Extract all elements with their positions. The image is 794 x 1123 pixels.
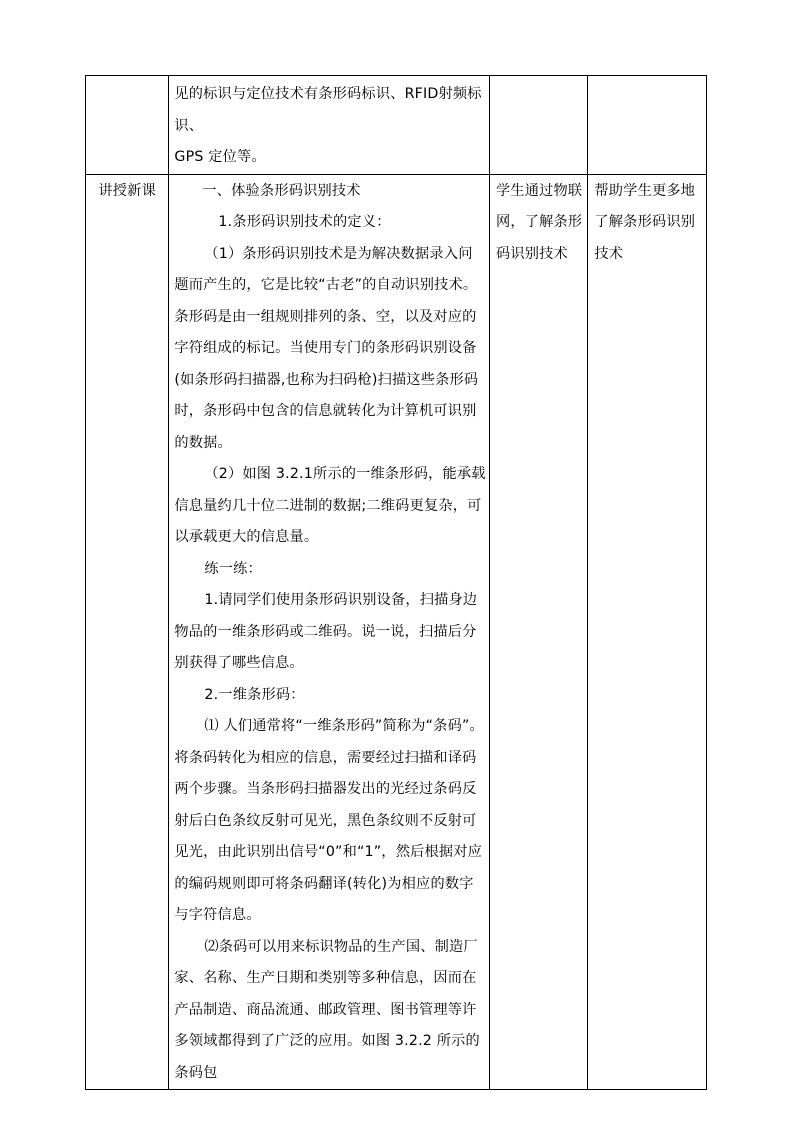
paragraph: ⑵条码可以用来标识物品的生产国、制造厂家、名称、生产日期和类别等多种信息，因而在产品制造、商品流通、邮政管理、图书管理等许多领域都得到了广泛的应用。如图 3.2.2 所示的条码包: [174, 938, 480, 1081]
paragraph: （2）如图 3.2.1所示的一维条形码，能承载信息量约几十位二进制的数据;二维码更复杂，可以承载更大的信息量。: [174, 466, 486, 545]
content-cell: [169, 174, 490, 1090]
stage-label: 讲授新课: [98, 182, 156, 199]
student-activity-cell: [489, 174, 587, 1090]
paragraph: 1.请同学们使用条形码识别设备，扫描身边物品的一维条形码或二维码。说一说，扫描后分别获得了哪些信息。: [174, 592, 478, 671]
subsection-heading: 2.一维条形码：: [204, 686, 305, 703]
stage-cell: [86, 174, 169, 1090]
practice-heading: 练一练：: [204, 560, 262, 577]
lesson-table: [85, 75, 707, 1090]
paragraph: （1）条形码识别技术是为解决数据录入问题而产生的，它是比较“古老”的自动识别技术。条形码是由一组规则排列的条、空，以及对应的字符组成的标记。当使用专门的条形码识别设备(如条形码扫描器,也称为扫码枪)扫描这些条形码时，条形码中包含的信息就转化为计算机可识别的数据。: [174, 245, 479, 451]
stage-cell-empty: [86, 76, 169, 175]
subsection-heading: 1.条形码识别技术的定义：: [218, 214, 391, 230]
student-activity-text: 学生通过物联网，了解条形码识别技术: [495, 182, 583, 262]
section-heading: 一、体验条形码识别技术: [202, 182, 361, 199]
paragraph: ⑴ 人们通常将“一维条形码”简称为“条码”。将条码转化为相应的信息，需要经过扫描和译码两个步骤。当条形码扫描器发出的光经过条码反射后白色条纹反射可见光，黑色条纹则不反射可见光，由此识别出信号“0”和“1”，然后根据对应的编码规则即可将条码翻译(转化)为相应的数字与字符信息。: [174, 718, 484, 923]
student-activity-cell-empty: [489, 76, 587, 175]
content-cell: [169, 76, 490, 175]
table-row: [86, 76, 707, 175]
paragraph: 见的标识与定位技术有条形码标识、RFID射频标识、: [174, 86, 482, 134]
design-intent-text: 帮助学生更多地了解条形码识别技术: [594, 182, 696, 262]
design-intent-cell-empty: [588, 76, 707, 175]
paragraph: GPS 定位等。: [174, 149, 266, 165]
design-intent-cell: [588, 174, 707, 1090]
table-row: [86, 174, 707, 1090]
